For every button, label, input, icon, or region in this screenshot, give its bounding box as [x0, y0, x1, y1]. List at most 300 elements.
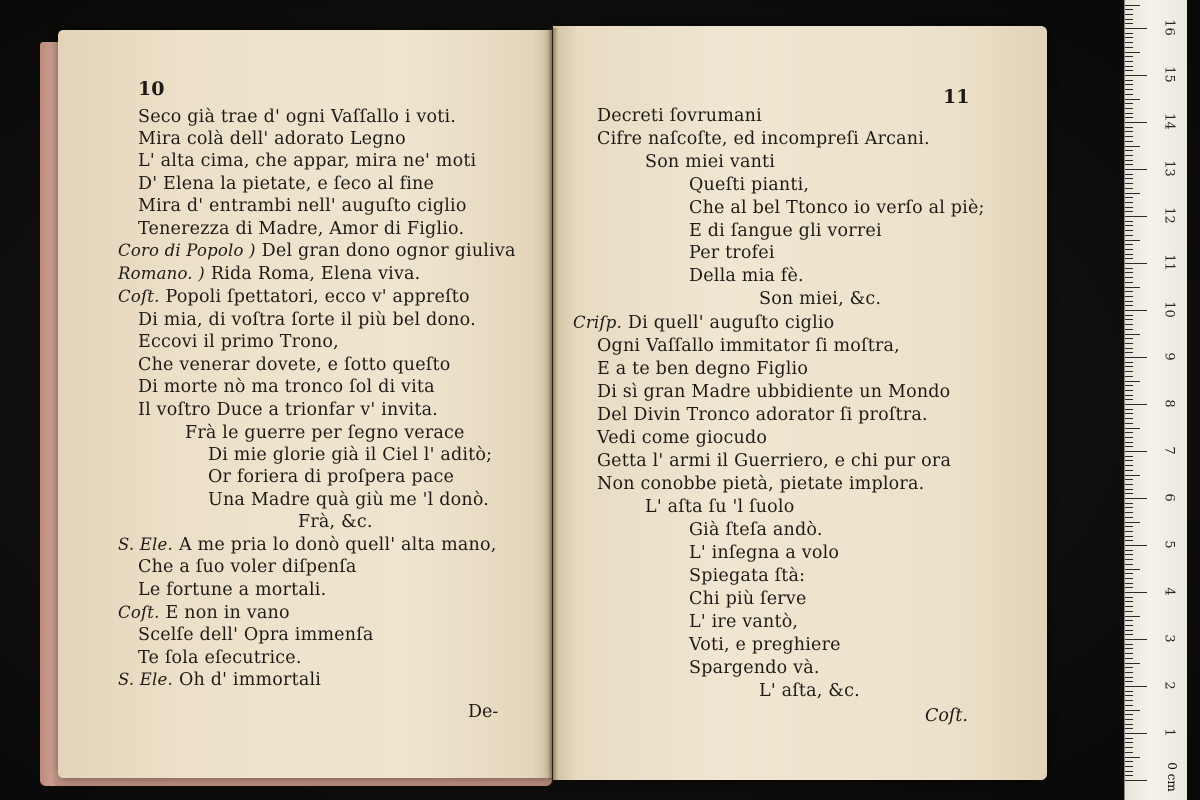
left-page-text-line: [138, 354, 450, 376]
verse-text: Frà, &c.: [298, 512, 373, 532]
ruler-tick: [1125, 183, 1133, 184]
ruler-tick: [1125, 193, 1140, 194]
ruler-number: 5: [1161, 540, 1177, 549]
ruler-tick: [1125, 225, 1133, 226]
ruler-tick: [1125, 14, 1133, 15]
speaker-label: Criſp.: [573, 313, 622, 332]
ruler-tick: [1125, 700, 1133, 701]
left-page-text-line: [138, 195, 467, 217]
ruler-tick: [1125, 164, 1133, 165]
right-page-text-line: [689, 634, 841, 656]
ruler-tick: [1125, 630, 1133, 631]
ruler-tick: [1125, 94, 1133, 95]
ruler-number: 13: [1161, 160, 1177, 177]
left-page-text-line: [208, 466, 454, 488]
ruler-tick: [1125, 418, 1133, 419]
ruler-tick: [1125, 89, 1133, 90]
right-page-text-line: [597, 381, 950, 403]
ruler-tick: [1125, 423, 1133, 424]
ruler-tick: [1125, 747, 1133, 748]
ruler-tick: [1125, 432, 1133, 433]
ruler-tick: [1125, 517, 1133, 518]
ruler-tick: [1125, 724, 1133, 725]
ruler-tick: [1125, 742, 1133, 743]
verse-text: Mira d' entrambi nell' auguſto ciglio: [138, 196, 467, 216]
verse-text: L' aſta, &c.: [759, 681, 860, 701]
ruler-tick: [1125, 677, 1133, 678]
ruler-tick: [1125, 258, 1133, 259]
ruler-tick: [1125, 390, 1133, 391]
verse-text: E di ſangue gli vorrei: [689, 221, 882, 241]
right-page-text-line: [689, 611, 798, 633]
ruler-tick: [1125, 310, 1147, 311]
speaker-label: Romano. ): [118, 264, 205, 283]
verse-text: L' inſegna a volo: [689, 543, 840, 563]
ruler-tick: [1125, 197, 1133, 198]
ruler-tick: [1125, 5, 1140, 6]
verse-text: Son miei, &c.: [759, 289, 882, 309]
verse-text: Popoli ſpettatori, ecco v' appreſto: [165, 287, 470, 307]
ruler-tick: [1125, 484, 1133, 485]
ruler-tick: [1125, 601, 1133, 602]
ruler-tick: [1125, 592, 1147, 593]
ruler-tick: [1125, 648, 1133, 649]
ruler-tick: [1125, 108, 1133, 109]
ruler-tick: [1125, 738, 1133, 739]
ruler-tick: [1125, 70, 1133, 71]
right-page-text-line: [689, 220, 882, 242]
right-page-text-line: [689, 265, 804, 287]
ruler-tick: [1125, 780, 1147, 781]
ruler-tick: [1125, 550, 1133, 551]
ruler-tick: [1125, 296, 1133, 297]
ruler-tick: [1125, 503, 1133, 504]
ruler-tick: [1125, 131, 1133, 132]
verse-text: Il voſtro Duce a trionfar v' invita.: [138, 400, 438, 420]
left-page-text-line: [208, 489, 489, 511]
right-page-text-line: [689, 565, 805, 587]
verse-text: Mira colà dell' adorato Legno: [138, 129, 406, 149]
ruler-tick: [1125, 728, 1133, 729]
verse-text: Di morte nò ma tronco ſol di vita: [138, 377, 435, 397]
left-page-text-line: [138, 150, 476, 172]
ruler-tick: [1125, 573, 1133, 574]
left-page-text-line: [118, 240, 516, 262]
ruler-tick: [1125, 75, 1147, 76]
ruler-tick: [1125, 714, 1133, 715]
right-page-text-line: [759, 680, 860, 702]
verse-text: Decreti ſovrumani: [597, 106, 762, 126]
right-page-text-line: [689, 197, 985, 219]
ruler-tick: [1125, 61, 1133, 62]
ruler-tick: [1125, 268, 1133, 269]
ruler-tick: [1125, 315, 1133, 316]
right-page-text-line: [597, 335, 900, 357]
ruler-tick: [1125, 526, 1133, 527]
ruler-tick: [1125, 305, 1133, 306]
ruler-number: 6: [1161, 493, 1177, 502]
ruler-tick: [1125, 244, 1133, 245]
ruler-tick: [1125, 644, 1133, 645]
ruler-tick: [1125, 9, 1133, 10]
ruler-tick: [1125, 663, 1140, 664]
verse-text: A me pria lo donò quell' alta mano,: [178, 535, 497, 555]
ruler-tick: [1125, 578, 1133, 579]
ruler-tick: [1125, 752, 1133, 753]
ruler-number: 7: [1161, 446, 1177, 455]
ruler-tick: [1125, 771, 1133, 772]
ruler-tick: [1125, 240, 1140, 241]
verse-text: Seco già trae d' ogni Vaſſallo i voti.: [138, 107, 457, 127]
right-catchword: Coſt.: [925, 706, 968, 726]
ruler-tick: [1125, 695, 1133, 696]
left-page-text-line: [298, 511, 373, 533]
ruler-tick: [1125, 545, 1147, 546]
ruler-tick: [1125, 479, 1133, 480]
verse-text: Spargendo và.: [689, 658, 820, 678]
verse-text: Te ſola eſecutrice.: [138, 648, 302, 668]
verse-text: Non conobbe pietà, pietate implora.: [597, 474, 925, 494]
verse-text: Già ſteſa andò.: [689, 520, 823, 540]
ruler-tick: [1125, 587, 1133, 588]
ruler-tick: [1125, 287, 1140, 288]
ruler-number: 10: [1161, 301, 1177, 318]
ruler-tick: [1125, 498, 1147, 499]
ruler-tick: [1125, 136, 1133, 137]
ruler-tick: [1125, 146, 1140, 147]
ruler-tick: [1125, 616, 1140, 617]
right-page-text-line: [597, 128, 930, 150]
ruler-tick: [1125, 235, 1133, 236]
verse-text: Di sì gran Madre ubbidiente un Mondo: [597, 382, 951, 402]
ruler-tick: [1125, 456, 1133, 457]
ruler-tick: [1125, 230, 1133, 231]
verse-text: Scelſe dell' Opra immenſa: [138, 625, 374, 645]
verse-text: Eccovi il primo Trono,: [138, 332, 339, 352]
ruler-tick: [1125, 28, 1147, 29]
ruler-tick: [1125, 531, 1133, 532]
verse-text: Ogni Vaſſallo immitator ſi moſtra,: [597, 336, 900, 356]
ruler-tick: [1125, 282, 1133, 283]
speaker-label: Coſt.: [118, 603, 160, 622]
ruler-number: 1: [1161, 728, 1177, 737]
ruler-tick: [1125, 404, 1147, 405]
left-page-text-line: [138, 579, 326, 601]
verse-text: Spiegata ſtà:: [689, 566, 806, 586]
left-page-text-line: [138, 624, 374, 646]
ruler-tick: [1125, 23, 1133, 24]
ruler-tick: [1125, 569, 1140, 570]
ruler-tick: [1125, 639, 1147, 640]
measuring-ruler: [1124, 0, 1187, 800]
ruler-tick: [1125, 554, 1133, 555]
right-page-text-line: [597, 427, 767, 449]
verse-text: Queſti pianti,: [689, 175, 810, 195]
ruler-tick: [1125, 249, 1133, 250]
verse-text: Della mia fè.: [689, 266, 804, 286]
ruler-tick: [1125, 221, 1133, 222]
right-page-text-line: [645, 496, 794, 518]
ruler-tick: [1125, 691, 1133, 692]
verse-text: Or foriera di proſpera pace: [208, 467, 455, 487]
verse-text: Chi più ſerve: [689, 589, 807, 609]
ruler-tick: [1125, 84, 1133, 85]
ruler-tick: [1125, 413, 1133, 414]
ruler-number: 3: [1161, 634, 1177, 643]
ruler-tick: [1125, 710, 1140, 711]
ruler-tick: [1125, 160, 1133, 161]
ruler-tick: [1125, 277, 1133, 278]
left-page-text-line: [208, 444, 492, 466]
ruler-tick: [1125, 103, 1133, 104]
ruler-tick: [1125, 686, 1147, 687]
ruler-tick: [1125, 155, 1133, 156]
verse-text: Voti, e preghiere: [689, 635, 841, 655]
verse-text: E non in vano: [165, 603, 290, 623]
verse-text: Che venerar dovete, e ſotto queſto: [138, 355, 451, 375]
ruler-tick: [1125, 80, 1133, 81]
ruler-tick: [1125, 559, 1133, 560]
ruler-tick: [1125, 352, 1133, 353]
ruler-tick: [1125, 409, 1133, 410]
ruler-tick: [1125, 667, 1133, 668]
verse-text: Una Madre quà giù me 'l donò.: [208, 490, 490, 510]
ruler-tick: [1125, 291, 1133, 292]
right-page-text-line: [597, 450, 951, 472]
left-page-text-line: [138, 376, 435, 398]
right-page-text-line: [597, 404, 928, 426]
ruler-number: 2: [1161, 681, 1177, 690]
ruler-tick: [1125, 761, 1133, 762]
right-page-text-line: [645, 151, 775, 173]
right-page-text-line: [689, 657, 820, 679]
verse-text: Per trofei: [689, 243, 775, 263]
ruler-tick: [1125, 47, 1133, 48]
ruler-unit-label: 0 cm: [1164, 762, 1179, 792]
verse-text: Che al bel Ttonco io verſo al piè;: [689, 198, 985, 218]
verse-text: Tenerezza di Madre, Amor di Figlio.: [138, 219, 465, 239]
ruler-tick: [1125, 766, 1133, 767]
ruler-tick: [1125, 775, 1133, 776]
verse-text: Le fortune a mortali.: [138, 580, 327, 600]
verse-text: Di mia, di voſtra ſorte il più bel dono.: [138, 310, 476, 330]
ruler-number: 16: [1161, 19, 1177, 36]
right-page-text-line: [597, 105, 762, 127]
ruler-tick: [1125, 211, 1133, 212]
right-page-text-line: [689, 542, 839, 564]
ruler-tick: [1125, 338, 1133, 339]
right-page-text-line: [689, 519, 823, 541]
verse-text: L' ire vantò,: [689, 612, 799, 632]
ruler-tick: [1125, 33, 1133, 34]
ruler-tick: [1125, 329, 1133, 330]
ruler-tick: [1125, 188, 1133, 189]
ruler-tick: [1125, 381, 1140, 382]
verse-text: Di mie glorie già il Ciel l' aditò;: [208, 445, 493, 465]
ruler-tick: [1125, 470, 1133, 471]
ruler-number: 9: [1161, 352, 1177, 361]
verse-text: Del gran dono ognor giuliva: [261, 241, 516, 261]
ruler-number: 4: [1161, 587, 1177, 596]
ruler-tick: [1125, 522, 1140, 523]
ruler-tick: [1125, 451, 1147, 452]
ruler-tick: [1125, 319, 1133, 320]
ruler-tick: [1125, 583, 1133, 584]
left-page-text-line: [138, 556, 357, 578]
ruler-tick: [1125, 493, 1133, 494]
speaker-label: Coro di Popolo ): [118, 241, 256, 260]
ruler-tick: [1125, 512, 1133, 513]
ruler-tick: [1125, 141, 1133, 142]
ruler-tick: [1125, 442, 1133, 443]
ruler-number: 15: [1161, 66, 1177, 83]
ruler-tick: [1125, 672, 1133, 673]
ruler-tick: [1125, 178, 1133, 179]
ruler-tick: [1125, 606, 1133, 607]
ruler-tick: [1125, 719, 1133, 720]
ruler-tick: [1125, 460, 1133, 461]
ruler-tick: [1125, 681, 1133, 682]
ruler-tick: [1125, 174, 1133, 175]
ruler-tick: [1125, 113, 1133, 114]
ruler-tick: [1125, 597, 1133, 598]
verse-text: L' aſta ſu 'l ſuolo: [645, 497, 795, 517]
ruler-tick: [1125, 634, 1133, 635]
ruler-tick: [1125, 52, 1140, 53]
ruler-tick: [1125, 127, 1133, 128]
left-catchword: De-: [468, 702, 499, 722]
left-page-text-line: [138, 218, 464, 240]
ruler-tick: [1125, 216, 1147, 217]
left-page-text-line: [118, 263, 420, 285]
ruler-tick: [1125, 489, 1133, 490]
ruler-tick: [1125, 343, 1133, 344]
ruler-tick: [1125, 202, 1133, 203]
ruler-tick: [1125, 99, 1140, 100]
left-page-text-line: [138, 309, 476, 331]
ruler-number: 14: [1161, 113, 1177, 130]
left-page-text-line: [185, 422, 465, 444]
ruler-tick: [1125, 122, 1147, 123]
ruler-tick: [1125, 625, 1133, 626]
left-page: [58, 30, 552, 778]
ruler-tick: [1125, 437, 1133, 438]
right-page-text-line: [689, 242, 775, 264]
verse-text: Frà le guerre per ſegno verace: [185, 423, 465, 443]
left-page-text-line: [118, 669, 321, 691]
left-page-text-line: [138, 173, 434, 195]
ruler-tick: [1125, 564, 1133, 565]
speaker-label: Coſt.: [118, 287, 160, 306]
ruler-tick: [1125, 757, 1140, 758]
ruler-tick: [1125, 658, 1133, 659]
ruler-number: 8: [1161, 399, 1177, 408]
ruler-tick: [1125, 272, 1133, 273]
ruler-tick: [1125, 207, 1133, 208]
ruler-tick: [1125, 705, 1133, 706]
left-page-text-line: [138, 128, 406, 150]
ruler-tick: [1125, 371, 1133, 372]
ruler-tick: [1125, 357, 1147, 358]
ruler-tick: [1125, 42, 1133, 43]
speaker-label: S. Ele.: [118, 670, 173, 689]
ruler-tick: [1125, 301, 1133, 302]
left-page-text-line: [118, 602, 290, 624]
ruler-tick: [1125, 507, 1133, 508]
left-page-text-line: [138, 399, 438, 421]
ruler-tick: [1125, 150, 1133, 151]
ruler-tick: [1125, 475, 1140, 476]
right-page: [553, 26, 1047, 780]
ruler-tick: [1125, 395, 1133, 396]
left-page-number: 10: [138, 78, 165, 100]
ruler-tick: [1125, 733, 1147, 734]
verse-text: Del Divin Tronco adorator ſi proſtra.: [597, 405, 928, 425]
right-page-text-line: [759, 288, 881, 310]
ruler-tick: [1125, 324, 1133, 325]
ruler-tick: [1125, 19, 1133, 20]
verse-text: Cifre naſcoſte, ed incompreſi Arcani.: [597, 129, 930, 149]
right-page-text-line: [597, 358, 808, 380]
verse-text: D' Elena la pietate, e ſeco al fine: [138, 174, 435, 194]
right-page-number: 11: [943, 86, 970, 108]
ruler-tick: [1125, 620, 1133, 621]
ruler-tick: [1125, 385, 1133, 386]
left-page-text-line: [138, 647, 302, 669]
left-page-text-line: [118, 286, 470, 308]
verse-text: Che a ſuo voler diſpenſa: [138, 557, 357, 577]
ruler-tick: [1125, 169, 1147, 170]
verse-text: Son miei vanti: [645, 152, 776, 172]
right-page-text-line: [573, 312, 834, 334]
verse-text: L' alta cima, che appar, mira ne' moti: [138, 151, 477, 171]
verse-text: E a te ben degno Figlio: [597, 359, 809, 379]
ruler-tick: [1125, 611, 1133, 612]
ruler-tick: [1125, 376, 1133, 377]
ruler-tick: [1125, 117, 1133, 118]
ruler-tick: [1125, 37, 1133, 38]
ruler-tick: [1125, 66, 1133, 67]
ruler-tick: [1125, 653, 1133, 654]
verse-text: Rida Roma, Elena viva.: [210, 264, 421, 284]
ruler-number: 12: [1161, 207, 1177, 224]
verse-text: Vedi come giocudo: [597, 428, 768, 448]
ruler-tick: [1125, 348, 1133, 349]
ruler-tick: [1125, 254, 1133, 255]
left-page-text-line: [138, 331, 339, 353]
ruler-tick: [1125, 399, 1133, 400]
left-page-text-line: [138, 106, 456, 128]
ruler-tick: [1125, 465, 1133, 466]
ruler-tick: [1125, 366, 1133, 367]
right-page-text-line: [689, 174, 809, 196]
ruler-tick: [1125, 334, 1140, 335]
ruler-tick: [1125, 540, 1133, 541]
verse-text: Getta l' armi il Guerriero, e chi pur ora: [597, 451, 952, 471]
ruler-tick: [1125, 428, 1140, 429]
ruler-number: 11: [1161, 254, 1177, 271]
ruler-tick: [1125, 56, 1133, 57]
ruler-tick: [1125, 263, 1147, 264]
book-gutter: [548, 28, 558, 780]
verse-text: Di quell' auguſto ciglio: [627, 313, 835, 333]
left-page-text-line: [118, 534, 496, 556]
speaker-label: S. Ele.: [118, 535, 173, 554]
ruler-tick: [1125, 362, 1133, 363]
verse-text: Oh d' immortali: [178, 670, 322, 690]
right-page-text-line: [597, 473, 924, 495]
right-page-text-line: [689, 588, 807, 610]
